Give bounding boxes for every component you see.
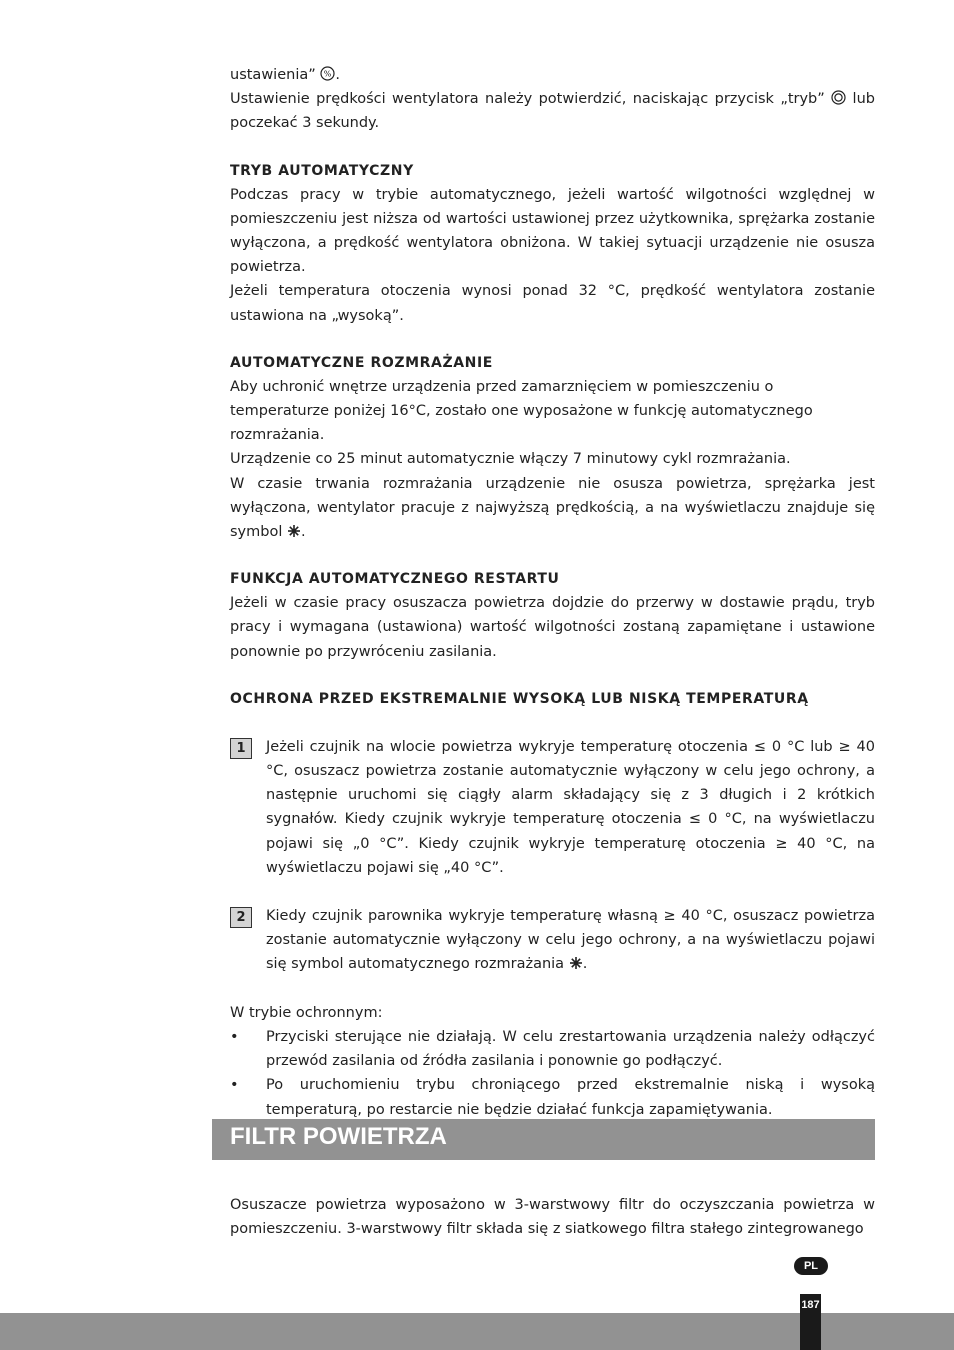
defrost-paragraph-1: Aby uchronić wnętrze urządzenia przed zamarznięciem w pomieszczeniu o temperaturze poniżej 16°C, zostało one wyposażone w funkcję automatycznego rozmrażania.	[230, 378, 813, 444]
defrost-text: W czasie trwania rozmrażania urządzenie nie osusza powietrza, sprężarka jest wyłączona, wentylator pracuje z najwyższą prędkością, a na wyświetlaczu znajduje się symbol	[230, 475, 875, 541]
protection-item-2	[230, 904, 875, 977]
defrost-paragraph-2: Urządzenie co 25 minut automatycznie włączy 7 minutowy cykl rozmrażania.	[230, 451, 791, 468]
protection-heading: OCHRONA PRZED EKSTREMALNIE WYSOKĄ LUB NISKĄ TEMPERATURĄ	[230, 690, 809, 707]
defrost-heading: AUTOMATYCZNE ROZMRAŻANIE	[230, 354, 493, 371]
intro-text-2: Ustawienie prędkości wentylatora należy potwierdzić, naciskając przycisk „tryb”	[230, 91, 832, 108]
protection-item-2-end: .	[582, 956, 588, 973]
intro-paragraph-1	[230, 63, 875, 87]
defrost-icon	[569, 956, 583, 970]
language-badge: PL	[794, 1257, 828, 1275]
protection-item-2-text: Kiedy czujnik parownika wykryje temperaturę własną ≥ 40 °C, osuszacz powietrza zostanie automatycznie wyłączony w celu jego ochrony, a na wyświetlaczu pojawi się symbol automatycznego rozmrażania	[266, 908, 875, 973]
bullet-text: Po uruchomieniu trybu chroniącego przed ekstremalnie niską i wysoką temperaturą, po restarcie nie będzie działać funkcja zapamiętywania.	[266, 1077, 875, 1118]
intro-paragraph-2	[230, 87, 875, 135]
auto-mode-heading: TRYB AUTOMATYCZNY	[230, 162, 414, 179]
bullet-symbol: •	[230, 1077, 239, 1094]
bullet-item-2	[230, 1073, 875, 1121]
step-number-badge: 1	[230, 738, 252, 759]
intro-text-2-end: lub poczekać 3 sekundy.	[230, 91, 875, 132]
section-header-bar	[212, 1119, 875, 1160]
protection-item-text	[266, 904, 875, 977]
protective-mode-intro: W trybie ochronnym:	[230, 1004, 383, 1021]
section-title: FILTR POWIETRZA	[230, 1123, 447, 1150]
defrost-text-end: .	[300, 524, 306, 541]
auto-mode-paragraph-1: Podczas pracy w trybie automatycznego, jeżeli wartość wilgotności względnej w pomieszczeniu jest niższa od wartości ustawionej przez użytkownika, sprężarka zostanie wyłączona, a prędkość wentylatora obniżona. W takiej sytuacji urządzenie nie osusza powietrza.	[230, 186, 875, 276]
page-content	[230, 63, 875, 1122]
auto-mode-paragraph-2: Jeżeli temperatura otoczenia wynosi ponad 32 °C, prędkość wentylatora zostanie ustawiona na „wysoką”.	[230, 283, 875, 324]
page-number: 187	[800, 1294, 821, 1350]
protection-item-text: Jeżeli czujnik na wlocie powietrza wykryje temperaturę otoczenia ≤ 0 °C lub ≥ 40 °C, osuszacz powietrza zostanie automatycznie wyłączony w celu jego ochrony, a następnie uruchomi się ciągły alarm składający się z 3 długich i 2 krótkich sygnałów. Kiedy czujnik wykryje temperaturę otoczenia ≤ 0 °C, na wyświetlaczu pojawi się „0 °C”. Kiedy czujnik wykryje temperaturę otoczenia ≥ 40 °C, na wyświetlaczu pojawi się „40 °C”.	[266, 738, 875, 876]
bullet-text: Przyciski sterujące nie działają. W celu zrestartowania urządzenia należy odłączyć przewód zasilania od źródła zasilania i ponownie go podłączyć.	[266, 1028, 875, 1070]
percent-circle-icon	[320, 66, 335, 81]
step-number-badge: 2	[230, 907, 252, 928]
defrost-paragraph-3	[230, 472, 875, 545]
mode-circle-icon	[831, 90, 846, 105]
bullet-item-1	[230, 1025, 875, 1073]
restart-heading: FUNKCJA AUTOMATYCZNEGO RESTARTU	[230, 571, 560, 588]
intro-text-end: .	[335, 67, 340, 83]
restart-paragraph: Jeżeli w czasie pracy osuszacza powietrza dojdzie do przerwy w dostawie prądu, tryb pracy i wymagana (ustawiona) wartość wilgotności zostaną zapamiętane i ustawione ponownie po przywróceniu zasilania.	[230, 595, 875, 660]
svg-text:%: %	[324, 69, 332, 79]
filter-paragraph: Osuszacze powietrza wyposażono w 3-warstwowy filtr do oczyszczania powietrza w pomieszczeniu. 3-warstwowy filtr składa się z siatkowego filtra stałego zintegrowanego	[230, 1197, 875, 1238]
filter-content	[230, 1193, 875, 1241]
protection-item-1	[230, 735, 875, 880]
intro-text: ustawienia”	[230, 67, 321, 83]
defrost-icon	[287, 524, 301, 538]
bullet-symbol: •	[230, 1028, 239, 1045]
